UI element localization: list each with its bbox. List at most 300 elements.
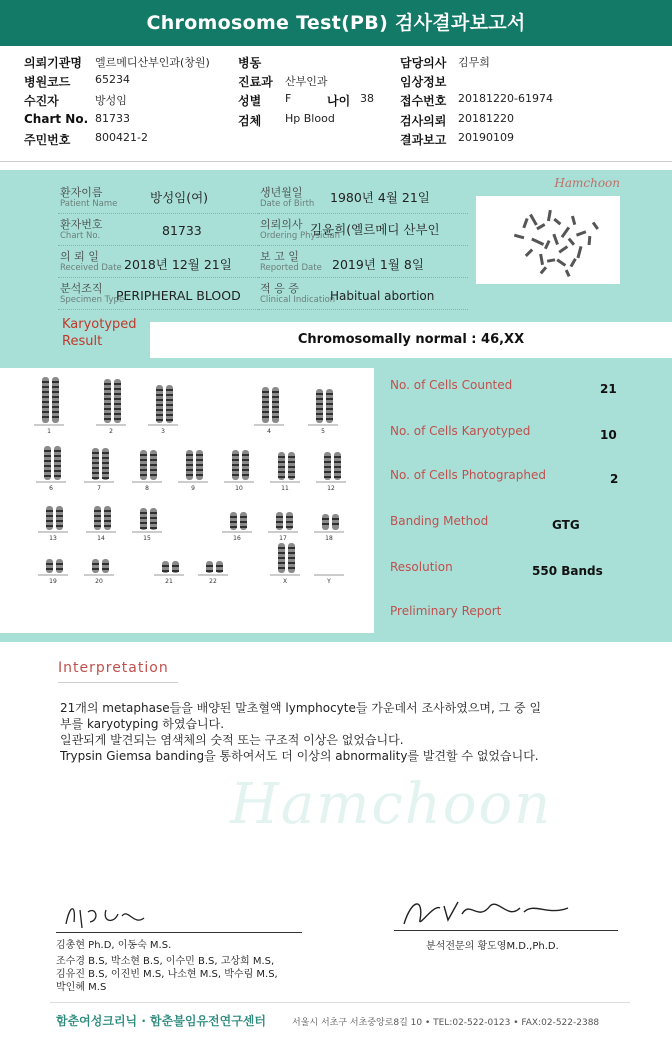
chromosome-pair	[96, 379, 126, 435]
chromosome-band	[166, 409, 173, 411]
hdr-label: 병동	[238, 56, 262, 70]
result-panel	[0, 170, 672, 642]
chromosome-band	[156, 404, 163, 406]
chromosome-band	[150, 469, 157, 471]
metaphase-image	[476, 196, 620, 284]
institution-address: 서울시 서초구 서초중앙로8길 10 • TEL:02-522-0123 • FAX:02-522-2388	[292, 1018, 600, 1028]
chromosome-number: 20	[95, 578, 103, 585]
chromosome-band	[114, 393, 121, 395]
field-value: 2019년 1월 8일	[332, 257, 424, 272]
chromosome-number: 14	[97, 535, 105, 542]
chromosome-band	[92, 563, 99, 565]
field-label-en: Reported Date	[260, 263, 322, 273]
chromosome-band	[56, 520, 63, 522]
chromosome-band	[46, 520, 53, 522]
chromosome-band	[262, 391, 269, 393]
chromosome-band	[316, 393, 323, 395]
chromosome-band	[278, 552, 285, 554]
chromosome-band	[104, 525, 111, 527]
chromosome-number: 22	[209, 578, 217, 585]
karyotyped-label-line1: Karyotyped	[62, 317, 137, 332]
chromosome-band	[286, 516, 293, 518]
chromosome-band	[278, 461, 285, 463]
chromosome-band	[278, 476, 285, 478]
chromosome-band	[326, 418, 333, 420]
chromosome-band	[166, 389, 173, 391]
report-footer	[0, 1002, 672, 1040]
staff-names: 김유진 B.S, 이진빈 M.S, 나소현 M.S, 박수림 M.S,	[56, 969, 278, 980]
hdr-value: 20181220-61974	[458, 92, 553, 105]
chromosome-pair	[154, 561, 184, 585]
chromosome-number: 11	[281, 485, 289, 492]
chromosome-band	[288, 552, 295, 554]
chromosome-number: 6	[49, 485, 53, 492]
chromosome-number: 19	[49, 578, 57, 585]
patient-info-grid	[58, 184, 468, 309]
chromosome-band	[56, 515, 63, 517]
chromosome-band	[150, 527, 157, 529]
chromosome-band	[150, 459, 157, 461]
stat-value: 2	[610, 472, 619, 486]
chromosome-band	[42, 401, 49, 403]
institution-name: 함춘여성크리닉 · 함춘불임유전연구센터	[56, 1014, 266, 1028]
chromosome-band	[326, 403, 333, 405]
chromosome-band	[140, 454, 147, 456]
chromosome-band	[150, 512, 157, 514]
chromosome-band	[316, 398, 323, 400]
field-label-en: Clinical Indication	[260, 295, 336, 305]
chromosome-band	[166, 399, 173, 401]
interpretation-text	[60, 700, 620, 764]
chromosome-band	[42, 396, 49, 398]
field-label-en: Chart No.	[60, 231, 101, 241]
chromosome-band	[322, 523, 329, 525]
received-date-cell	[58, 248, 258, 278]
header-divider	[0, 161, 672, 162]
chromosome-band	[272, 411, 279, 413]
chromosome-band	[42, 411, 49, 413]
chromosome-band	[156, 409, 163, 411]
chromosome-band	[334, 471, 341, 473]
hdr-value: 방성임	[95, 94, 127, 107]
chromosome-band	[114, 413, 121, 415]
chromosome-band	[272, 416, 279, 418]
stat-label: Preliminary Report	[390, 604, 502, 618]
chromosome-band	[242, 469, 249, 471]
chromosome-number: 16	[233, 535, 241, 542]
chromosome-pair	[148, 385, 178, 435]
chromosome-band	[92, 462, 99, 464]
hdr-value: 81733	[95, 112, 130, 125]
chromosome-band	[288, 547, 295, 549]
chromosome-band	[242, 474, 249, 476]
chromosome-band	[324, 471, 331, 473]
chromosome-band	[324, 456, 331, 458]
hdr-label: 의뢰기관명	[24, 56, 82, 70]
stat-label: Resolution	[390, 560, 453, 574]
chromosome-number: 3	[161, 428, 165, 435]
chromosome-band	[162, 570, 169, 572]
chromosome-band	[102, 568, 109, 570]
chromosome-number: 5	[321, 428, 325, 435]
brand-logo: Hamchoon	[554, 176, 620, 190]
chromosome-band	[316, 413, 323, 415]
chromosome-band	[278, 547, 285, 549]
chromosome-band	[92, 457, 99, 459]
chromosome-pair	[132, 450, 162, 492]
chromosome	[46, 559, 53, 573]
chromosome-band	[242, 459, 249, 461]
hdr-label: 임상정보	[400, 75, 447, 89]
chromosome-band	[278, 471, 285, 473]
hdr-label: 주민번호	[24, 133, 71, 147]
chromosome-band	[334, 456, 341, 458]
hdr-value: 산부인과	[285, 75, 328, 88]
chromosome-band	[262, 396, 269, 398]
report-header	[0, 54, 672, 154]
chromosome-band	[114, 408, 121, 410]
chromosome-band	[316, 403, 323, 405]
stat-row	[390, 468, 650, 490]
chromosome-pair	[84, 559, 114, 585]
chromosome-band	[156, 419, 163, 421]
chromosome-band	[262, 401, 269, 403]
chromosome-number: 9	[191, 485, 195, 492]
chromosome-band	[216, 565, 223, 567]
chromosome-number: 1	[47, 428, 51, 435]
field-label-en: Received Date	[60, 263, 122, 273]
chromosome-band	[186, 464, 193, 466]
staff-names: 김총현 Ph.D, 이동숙 M.S.	[56, 940, 172, 951]
field-value: 81733	[162, 223, 202, 238]
chromosome-band	[46, 525, 53, 527]
chromosome	[322, 514, 329, 530]
chromosome-band	[276, 526, 283, 528]
field-label: 분석조직	[60, 282, 103, 295]
stat-label: Banding Method	[390, 514, 489, 528]
stat-label: No. of Cells Karyotyped	[390, 424, 531, 438]
indication-cell	[258, 280, 468, 310]
chromosome-band	[324, 476, 331, 478]
chromosome-band	[196, 469, 203, 471]
chromosome-band	[56, 510, 63, 512]
specialist-name: 분석전문의 황도영M.D.,Ph.D.	[426, 941, 559, 952]
chromosome-band	[44, 475, 51, 477]
chromosome-band	[104, 388, 111, 390]
chromosome-band	[114, 383, 121, 385]
field-label-en: Specimen Type	[60, 295, 125, 305]
stat-value: 10	[600, 428, 617, 442]
chromosome-band	[150, 517, 157, 519]
chromosome-band	[240, 521, 247, 523]
chromosome-pair	[308, 389, 338, 435]
chromosome-pair	[86, 506, 116, 542]
chromosome-band	[52, 391, 59, 393]
chromosome-band	[140, 527, 147, 529]
chromosome-band	[140, 512, 147, 514]
chromosome-band	[114, 418, 121, 420]
chromosome-band	[104, 418, 111, 420]
interpretation-line: 부를 karyotyping 하였습니다.	[60, 717, 225, 731]
hdr-label: 병원코드	[24, 75, 71, 89]
hdr-value: 엘르메디산부인과(창원)	[95, 56, 210, 69]
chromosome-band	[104, 403, 111, 405]
chromosome-band	[102, 457, 109, 459]
chromosome-band	[288, 567, 295, 569]
chromosome-band	[232, 459, 239, 461]
chromosome-pair	[36, 446, 66, 492]
dob-cell	[258, 184, 468, 214]
field-label-en: Date of Birth	[260, 199, 315, 209]
chromosome-number: X	[282, 578, 288, 585]
chromosome-pair	[270, 543, 300, 585]
field-value: PERIPHERAL BLOOD	[116, 288, 241, 303]
chromosome-band	[42, 381, 49, 383]
hdr-label: 검체	[238, 114, 262, 128]
interpretation-line: 21개의 metaphase들을 배양된 말초혈액 lymphocyte들 가운데서 조사하였으며, 그 중 일	[60, 701, 542, 715]
chromosome-pair	[314, 514, 344, 542]
karyogram-image	[0, 368, 374, 633]
chromosome-number: 12	[327, 485, 335, 492]
chromosome-band	[102, 477, 109, 479]
chromosome-band	[140, 517, 147, 519]
chromosome-band	[322, 518, 329, 520]
chromosome-band	[278, 456, 285, 458]
chromosome-band	[278, 557, 285, 559]
chromosome-band	[166, 394, 173, 396]
chromosome-band	[92, 568, 99, 570]
chart-no-cell	[58, 216, 258, 246]
chromosome-band	[206, 570, 213, 572]
chromosome-band	[232, 464, 239, 466]
physician-cell	[258, 216, 468, 246]
chromosome-band	[102, 462, 109, 464]
field-label: 의 뢰 일	[60, 250, 99, 263]
chromosome-band	[114, 398, 121, 400]
hdr-label: 나이	[327, 94, 351, 108]
reported-date-cell	[258, 248, 468, 278]
chromosome-band	[186, 474, 193, 476]
chromosome-number: 18	[325, 535, 333, 542]
chromosome-band	[92, 467, 99, 469]
field-label-en: Patient Name	[60, 199, 118, 209]
footer-divider	[50, 1002, 630, 1003]
staff-names: 박인혜 M.S	[56, 982, 107, 993]
chromosome-band	[92, 452, 99, 454]
hdr-value: Hp Blood	[285, 112, 335, 125]
chromosome-band	[324, 461, 331, 463]
karyotype-result: Chromosomally normal : 46,XX	[150, 322, 672, 358]
hdr-value: 65234	[95, 73, 130, 86]
chromosome-band	[166, 419, 173, 421]
chromosome-band	[56, 568, 63, 570]
chromosome-band	[92, 477, 99, 479]
chromosome-pair	[198, 561, 228, 585]
chromosome-band	[216, 570, 223, 572]
chromosome-band	[156, 399, 163, 401]
chromosome-band	[166, 414, 173, 416]
karyogram-figure	[0, 368, 374, 633]
chromosome-pair	[34, 377, 64, 435]
stat-row	[390, 514, 650, 536]
stat-value: 550 Bands	[532, 564, 603, 578]
chromosome-band	[54, 460, 61, 462]
interpretation-divider	[58, 682, 178, 683]
chromosome-band	[276, 516, 283, 518]
chromosome-pair	[316, 452, 346, 492]
chromosome-band	[44, 460, 51, 462]
chromosome-pair	[38, 506, 68, 542]
chromosome-band	[140, 459, 147, 461]
field-label: 환자번호	[60, 218, 103, 231]
stat-label: No. of Cells Counted	[390, 378, 513, 392]
chromosome-band	[52, 381, 59, 383]
chromosome-band	[288, 461, 295, 463]
chromosome-number: 10	[235, 485, 243, 492]
chromosome-band	[278, 466, 285, 468]
chromosome-band	[332, 518, 339, 520]
chromosome-pair	[268, 512, 298, 542]
chromosome-band	[156, 394, 163, 396]
stat-row	[390, 560, 650, 582]
hdr-label: 접수번호	[400, 94, 447, 108]
chromosome-pair	[314, 575, 344, 585]
chromosome-band	[232, 474, 239, 476]
chromosome-band	[240, 526, 247, 528]
chromosome-band	[230, 526, 237, 528]
chromosome-number: 7	[97, 485, 101, 492]
handwritten-signature-right	[398, 894, 578, 930]
chromosome-number: 13	[49, 535, 57, 542]
chromosome-number: 2	[109, 428, 113, 435]
chromosome-band	[102, 467, 109, 469]
chromosome	[104, 379, 111, 423]
chromosome-band	[94, 525, 101, 527]
chromosome-band	[46, 510, 53, 512]
chromosome-number: 4	[267, 428, 271, 435]
field-label: 환자이름	[60, 186, 103, 199]
chromosome-band	[42, 391, 49, 393]
chromosome-band	[42, 416, 49, 418]
chromosome-number: 21	[165, 578, 173, 585]
hdr-label: 진료과	[238, 75, 273, 89]
chromosome-pair	[84, 448, 114, 492]
field-value: Habitual abortion	[330, 289, 435, 303]
chromosome-band	[286, 521, 293, 523]
interpretation-line: Trypsin Giemsa banding을 통하여서도 더 이상의 abnormality를 발견할 수 없었습니다.	[60, 749, 539, 763]
chromosome-band	[54, 465, 61, 467]
chromosome-band	[206, 565, 213, 567]
chromosome-band	[288, 557, 295, 559]
chromosome-band	[140, 522, 147, 524]
chromosome-band	[334, 476, 341, 478]
signature-line	[56, 932, 302, 933]
chromosome-band	[102, 452, 109, 454]
chromosome-pair	[38, 559, 68, 585]
chromosome-band	[54, 475, 61, 477]
chromosome-band	[230, 516, 237, 518]
chromosome-band	[104, 510, 111, 512]
chromosome-pair	[178, 450, 208, 492]
chromosome-band	[196, 459, 203, 461]
chromosome	[92, 559, 99, 573]
chromosome-number: 15	[143, 535, 151, 542]
chromosome-band	[242, 454, 249, 456]
chromosome-band	[288, 471, 295, 473]
chromosome-band	[94, 515, 101, 517]
patient-name-cell	[58, 184, 258, 214]
chromosome-pair	[270, 452, 300, 492]
field-value: 방성임(여)	[150, 190, 209, 205]
stat-label: No. of Cells Photographed	[390, 468, 546, 482]
chromosome-band	[104, 393, 111, 395]
field-label: 적 응 증	[260, 282, 299, 295]
hdr-label: 결과보고	[400, 133, 447, 147]
specimen-cell	[58, 280, 258, 310]
chromosome-band	[140, 469, 147, 471]
chromosome-band	[288, 562, 295, 564]
chromosome-band	[52, 416, 59, 418]
chromosome-pair	[222, 512, 252, 542]
chromosome-band	[140, 464, 147, 466]
hdr-value: 800421-2	[95, 131, 148, 144]
chromosome-band	[54, 450, 61, 452]
field-value: 김윤희(엘르메디 산부인	[310, 222, 440, 237]
chromosome-band	[186, 459, 193, 461]
chromosome-pair	[224, 450, 254, 492]
chromosome-band	[276, 521, 283, 523]
hdr-label: 검사의뢰	[400, 114, 447, 128]
chromosome	[102, 559, 109, 573]
chromosome-band	[272, 401, 279, 403]
hdr-value: 20181220	[458, 112, 514, 125]
chromosome-band	[52, 401, 59, 403]
chromosome	[332, 514, 339, 530]
chromosome-band	[332, 523, 339, 525]
metaphase-spread-figure	[476, 196, 620, 284]
chromosome-band	[54, 470, 61, 472]
hdr-value: 김무희	[458, 56, 490, 69]
hdr-value: 38	[360, 92, 374, 105]
stat-row	[390, 378, 650, 400]
stat-value: 21	[600, 382, 617, 396]
interpretation-title: Interpretation	[58, 660, 169, 676]
stat-row	[390, 424, 650, 446]
chromosome-band	[52, 386, 59, 388]
chromosome-band	[288, 456, 295, 458]
hdr-value: 20190109	[458, 131, 514, 144]
chromosome-band	[272, 396, 279, 398]
chromosome-band	[288, 466, 295, 468]
chromosome-band	[104, 515, 111, 517]
chromosome-band	[52, 406, 59, 408]
chromosome-band	[150, 474, 157, 476]
hdr-label: 수진자	[24, 94, 59, 108]
handwritten-signature-left	[62, 902, 152, 932]
chromosome-band	[278, 567, 285, 569]
chromosome-band	[278, 562, 285, 564]
hdr-label: 성별	[238, 94, 262, 108]
chromosome-band	[52, 396, 59, 398]
chromosome-band	[186, 469, 193, 471]
chromosome-band	[150, 522, 157, 524]
field-value: 1980년 4월 21일	[330, 190, 430, 205]
field-label: 생년월일	[260, 186, 303, 199]
chromosome-band	[104, 413, 111, 415]
chromosome-band	[334, 466, 341, 468]
chromosome-band	[150, 464, 157, 466]
chromosome-band	[316, 408, 323, 410]
